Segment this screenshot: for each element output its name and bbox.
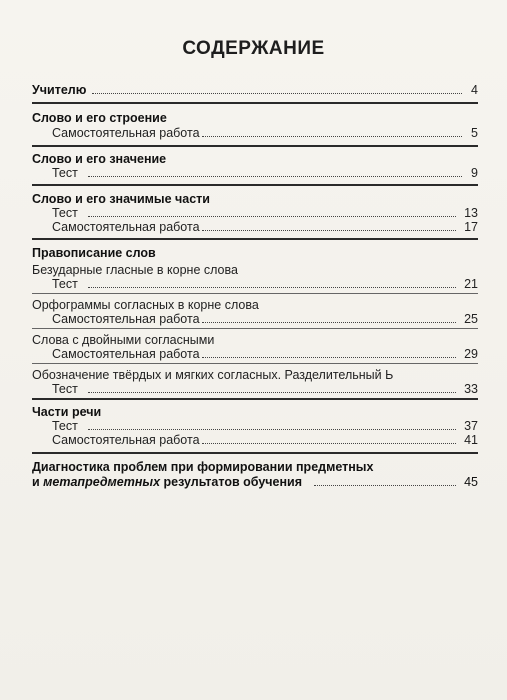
toc-entry-oboznachenie-test[interactable] xyxy=(32,381,478,397)
toc-entry-bezudarnye-test[interactable] xyxy=(32,276,478,292)
dot-leader xyxy=(88,392,456,393)
toc-page-number: 13 xyxy=(464,206,478,220)
toc-entry-label: Самостоятельная работа xyxy=(52,220,200,234)
toc-page-number: 37 xyxy=(464,419,478,433)
toc-page-number: 25 xyxy=(464,312,478,326)
toc-page-number: 41 xyxy=(464,433,478,447)
toc-entry-label: Самостоятельная работа xyxy=(52,433,200,447)
toc-entry-uchitelyu[interactable] xyxy=(32,82,478,98)
toc-entry-dvoynye-sr[interactable] xyxy=(32,346,478,362)
dot-leader xyxy=(92,93,462,94)
toc-entry-label: Диагностика проблем при формировании предметных xyxy=(32,460,374,474)
toc-entry-label: Учителю xyxy=(32,83,87,97)
toc-subheading-label: Обозначение твёрдых и мягких согласных. Разделительный Ь xyxy=(32,368,394,382)
toc-heading-label: Части речи xyxy=(32,405,102,419)
dot-leader xyxy=(88,429,456,430)
toc-heading-label: Слово и его строение xyxy=(32,111,167,125)
section-divider xyxy=(32,398,478,400)
section-divider xyxy=(32,102,478,104)
toc-entry-label xyxy=(32,474,302,490)
toc-page-number: 9 xyxy=(471,166,478,180)
toc-heading-slovo-stroenie[interactable] xyxy=(32,110,478,126)
section-divider xyxy=(32,184,478,186)
dot-leader xyxy=(314,485,456,486)
section-divider xyxy=(32,328,478,329)
dot-leader xyxy=(202,443,456,444)
toc-subheading-label: Слова с двойными согласными xyxy=(32,333,215,347)
toc-heading-label: Слово и его значимые части xyxy=(32,192,210,206)
dot-leader xyxy=(202,230,456,231)
toc-page-number: 17 xyxy=(464,220,478,234)
section-divider xyxy=(32,293,478,294)
toc-entry-label: Самостоятельная работа xyxy=(52,347,200,361)
toc-subheading-label: Безударные гласные в корне слова xyxy=(32,263,238,277)
toc-entry-slovo-stroenie-sr[interactable] xyxy=(32,125,478,141)
toc-entry-orfogrammy-sr[interactable] xyxy=(32,311,478,327)
section-divider xyxy=(32,238,478,240)
toc-page-number: 5 xyxy=(471,126,478,140)
table-of-contents xyxy=(32,0,478,700)
toc-entry-label: Тест xyxy=(52,382,78,396)
dot-leader xyxy=(202,357,456,358)
page-title: СОДЕРЖАНИЕ xyxy=(182,38,325,59)
toc-entry-label: Самостоятельная работа xyxy=(52,312,200,326)
toc-entry-slovo-znachenie-test[interactable] xyxy=(32,165,478,181)
toc-page-number: 29 xyxy=(464,347,478,361)
section-divider xyxy=(32,145,478,147)
toc-entry-label: Тест xyxy=(52,419,78,433)
toc-entry-label: Тест xyxy=(52,206,78,220)
toc-entry-label: Тест xyxy=(52,166,78,180)
toc-entry-label-italic: метапредметных xyxy=(43,475,161,489)
toc-entry-diagnostika-line1[interactable] xyxy=(32,459,478,475)
toc-heading-label: Слово и его значение xyxy=(32,152,167,166)
dot-leader xyxy=(88,287,456,288)
dot-leader xyxy=(88,216,456,217)
section-divider xyxy=(32,452,478,454)
toc-page-number: 33 xyxy=(464,382,478,396)
toc-heading-label: Правописание слов xyxy=(32,246,156,260)
toc-page-number: 4 xyxy=(471,83,478,97)
toc-entry-label-part: результатов обучения xyxy=(160,475,303,489)
toc-page-number: 45 xyxy=(464,475,478,489)
dot-leader xyxy=(202,322,456,323)
toc-entry-label: Самостоятельная работа xyxy=(52,126,200,140)
toc-entry-chasti-rechi-sr[interactable] xyxy=(32,432,478,448)
toc-page-number: 21 xyxy=(464,277,478,291)
section-divider xyxy=(32,363,478,364)
toc-heading-pravopisanie[interactable] xyxy=(32,245,478,261)
toc-entry-slovo-chasti-sr[interactable] xyxy=(32,219,478,235)
dot-leader xyxy=(202,136,462,137)
toc-entry-diagnostika-line2[interactable] xyxy=(32,474,478,490)
toc-entry-label-part: и xyxy=(32,475,44,489)
toc-subheading-label: Орфограммы согласных в корне слова xyxy=(32,298,259,312)
toc-entry-label: Тест xyxy=(52,277,78,291)
dot-leader xyxy=(88,176,462,177)
